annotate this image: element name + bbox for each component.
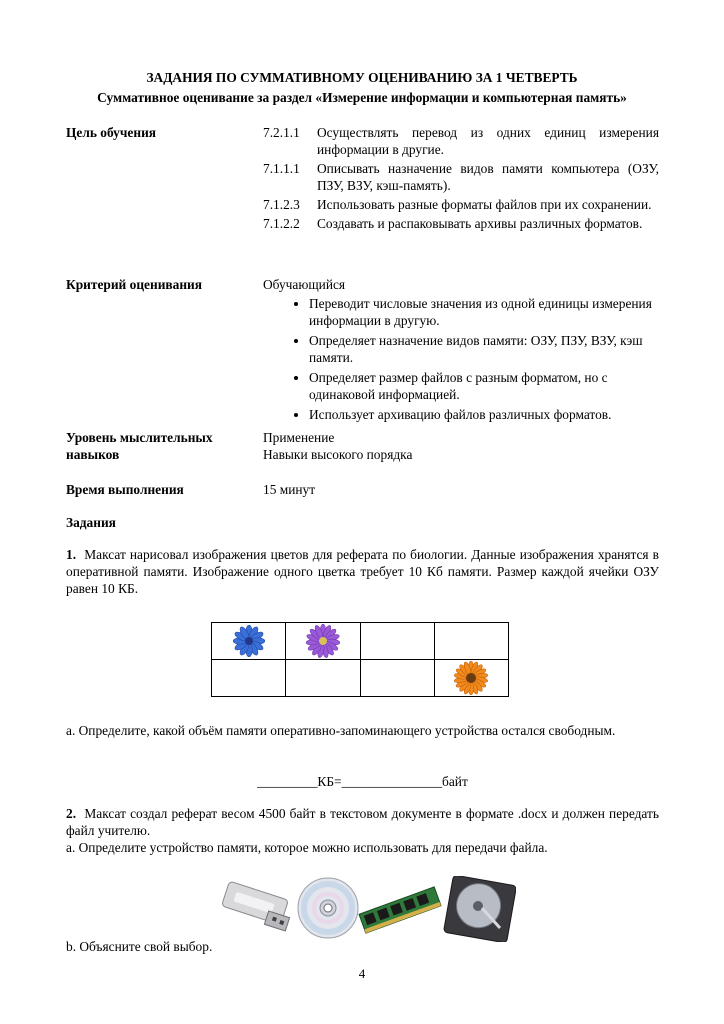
criteria-intro: Обучающийся xyxy=(263,277,346,292)
goal-item xyxy=(263,124,659,158)
task2-text xyxy=(66,805,659,839)
hard-drive-icon xyxy=(443,876,516,942)
skills-value-line: Навыки высокого порядка xyxy=(263,447,413,462)
cd-disc-icon xyxy=(298,878,358,938)
goal-item xyxy=(263,196,659,213)
task1-answer-line: _________КБ=_______________байт xyxy=(257,774,468,789)
ram-cell xyxy=(360,623,434,660)
task1-text xyxy=(66,546,659,597)
storage-devices-illustration xyxy=(220,876,516,942)
ram-module-icon xyxy=(359,887,441,933)
goal-item xyxy=(263,160,659,194)
skills-value xyxy=(263,429,659,463)
ram-cell xyxy=(212,660,286,697)
goal-text: Использовать разные форматы файлов при их сохранении. xyxy=(317,197,652,212)
criteria-list xyxy=(263,295,659,423)
task2-body: Максат создал реферат весом 4500 байт в текстовом документе в формате .docx и должен передать файл учителю. xyxy=(66,806,659,838)
ram-cell xyxy=(360,660,434,697)
ram-cell xyxy=(434,660,508,697)
ram-cell xyxy=(434,623,508,660)
document-subtitle: Суммативное оценивание за раздел «Измерение информации и компьютерная память» xyxy=(97,90,627,105)
task1-number: 1. xyxy=(66,547,77,562)
tasks-heading: Задания xyxy=(66,515,116,530)
ram-cell xyxy=(212,623,286,660)
ram-cells-grid xyxy=(211,622,509,697)
purple-flower-icon xyxy=(306,624,340,658)
criteria-item: • Использует архивацию файлов различных форматов. xyxy=(309,406,659,423)
page-number: 4 xyxy=(358,966,366,981)
skills-label-line: Уровень мыслительных xyxy=(66,430,213,445)
goal-label: Цель обучения xyxy=(66,125,157,140)
goal-text: Осуществлять перевод из одних единиц измерения информации в другие. xyxy=(317,125,659,157)
time-label: Время выполнения xyxy=(66,482,184,497)
criteria-item: • Определяет размер файлов с разным форматом, но с одинаковой информацией. xyxy=(309,369,659,403)
goal-code: 7.2.1.1 xyxy=(263,125,300,140)
skills-value-line: Применение xyxy=(263,430,335,445)
document-title: ЗАДАНИЯ ПО СУММАТИВНОМУ ОЦЕНИВАНИЮ ЗА 1 ЧЕТВЕРТЬ xyxy=(146,70,578,85)
ram-cell xyxy=(286,623,360,660)
skills-label xyxy=(66,429,213,463)
ram-cell xyxy=(286,660,360,697)
goal-item xyxy=(263,215,659,232)
task2-question-b: b. Объясните свой выбор. xyxy=(66,939,213,954)
goal-text: Описывать назначение видов памяти компьютера (ОЗУ, ПЗУ, ВЗУ, кэш-память). xyxy=(317,161,659,193)
criteria-block xyxy=(263,276,659,426)
usb-flash-drive-icon xyxy=(222,881,290,931)
goal-code: 7.1.1.1 xyxy=(263,161,300,176)
criteria-label: Критерий оценивания xyxy=(66,277,203,292)
goal-code: 7.1.2.2 xyxy=(263,216,300,231)
task1-question-a: a. Определите, какой объём памяти оперативно-запоминающего устройства остался свободным. xyxy=(66,723,616,738)
task2-number: 2. xyxy=(66,806,77,821)
goal-code: 7.1.2.3 xyxy=(263,197,300,212)
task1-body: Максат нарисовал изображения цветов для реферата по биологии. Данные изображения хранятся в оперативной памяти. Изображение одного цветка требует 10 Кб памяти. Размер каждой ячейки ОЗУ равен 10 КБ. xyxy=(66,547,659,596)
orange-flower-icon xyxy=(454,661,488,695)
skills-label-line: навыков xyxy=(66,447,120,462)
criteria-item: • Определяет назначение видов памяти: ОЗУ, ПЗУ, ВЗУ, кэш памяти. xyxy=(309,332,659,366)
time-value: 15 минут xyxy=(263,482,316,497)
criteria-item: • Переводит числовые значения из одной единицы измерения информации в другую. xyxy=(309,295,659,329)
blue-flower-icon xyxy=(233,625,265,657)
goal-list xyxy=(263,124,659,234)
goal-text: Создавать и распаковывать архивы различных форматов. xyxy=(317,216,643,231)
task2-question-a: a. Определите устройство памяти, которое можно использовать для передачи файла. xyxy=(66,840,548,855)
